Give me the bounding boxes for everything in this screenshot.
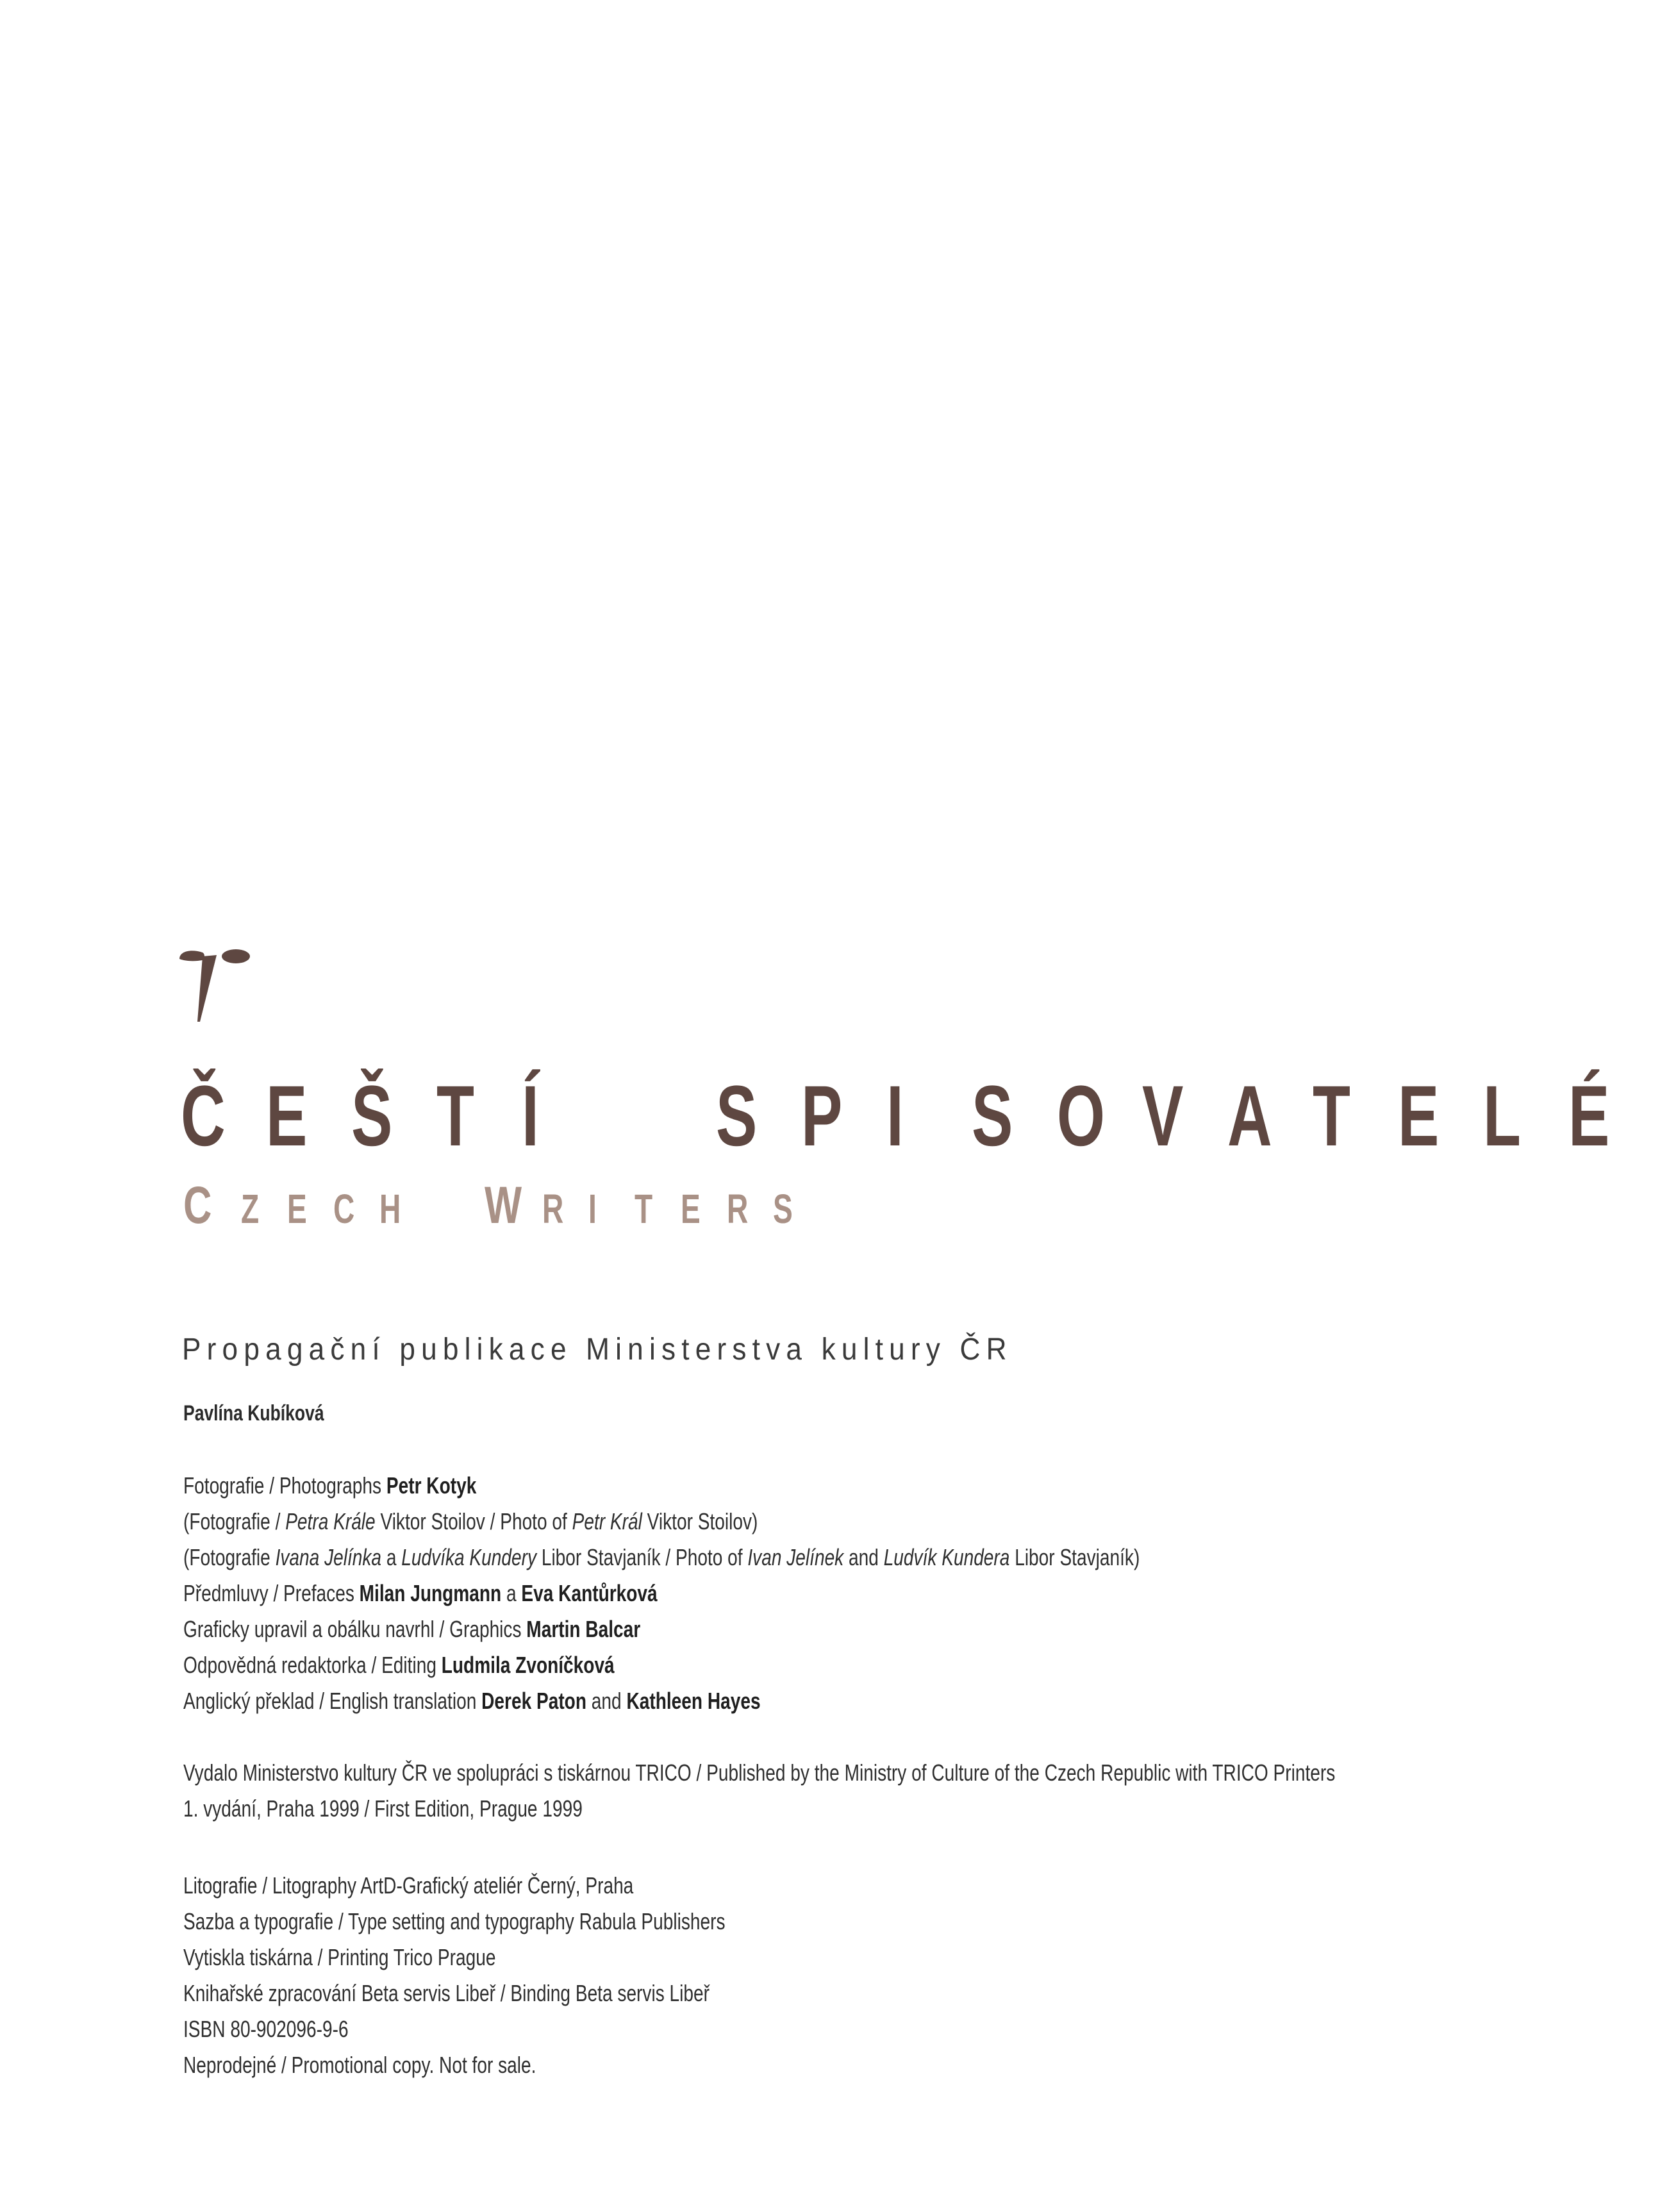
publisher-block: [183, 1755, 1660, 1827]
production-line: Vytiskla tiskárna / Printing Trico Prague: [183, 1944, 496, 1970]
production-line: ISBN 80-902096-9-6: [183, 2016, 349, 2042]
production-line: Litografie / Litography ArtD-Grafický ateliér Černý, Praha: [183, 1872, 634, 1899]
subtitle: Propagační publikace Ministerstva kultury ČR: [182, 1333, 1013, 1367]
production-line: Knihařské zpracování Beta servis Libeř / Binding Beta servis Libeř: [183, 1980, 710, 2006]
author-name: Pavlína Kubíková: [183, 1401, 324, 1426]
production-block: [183, 1868, 878, 2083]
publisher-line: 1. vydání, Praha 1999 / First Edition, Prague 1999: [183, 1795, 583, 1822]
credits-line: Anglický překlad / English translation Derek Paton and Kathleen Hayes: [183, 1688, 761, 1714]
production-line: Sazba a typografie / Type setting and typography Rabula Publishers: [183, 1908, 726, 1934]
publisher-line: Vydalo Ministerstvo kultury ČR ve spolupráci s tiskárnou TRICO / Published by the Ministry of Culture of the Czech Republic with TRICO Printers: [183, 1759, 1336, 1786]
production-line: Neprodejné / Promotional copy. Not for sale.: [183, 2052, 536, 2078]
credits-line: (Fotografie Ivana Jelínka a Ludvíka Kundery Libor Stavjaník / Photo of Ivan Jelínek and Ludvík Kundera Libor Stavjaník): [183, 1544, 1140, 1570]
credits-line: (Fotografie / Petra Krále Viktor Stoilov / Photo of Petr Král Viktor Stoilov): [183, 1508, 758, 1534]
credits-line: Předmluvy / Prefaces Milan Jungmann a Eva Kantůrková: [183, 1580, 658, 1606]
credits-line: Fotografie / Photographs Petr Kotyk: [183, 1472, 477, 1499]
credits-block: [183, 1468, 1409, 1719]
credits-line: Odpovědná redaktorka / Editing Ludmila Zvoníčková: [183, 1652, 615, 1678]
credits-line: Graficky upravil a obálku navrhl / Graphics Martin Balcar: [183, 1616, 641, 1642]
publisher-logo-icon: [177, 940, 260, 1023]
